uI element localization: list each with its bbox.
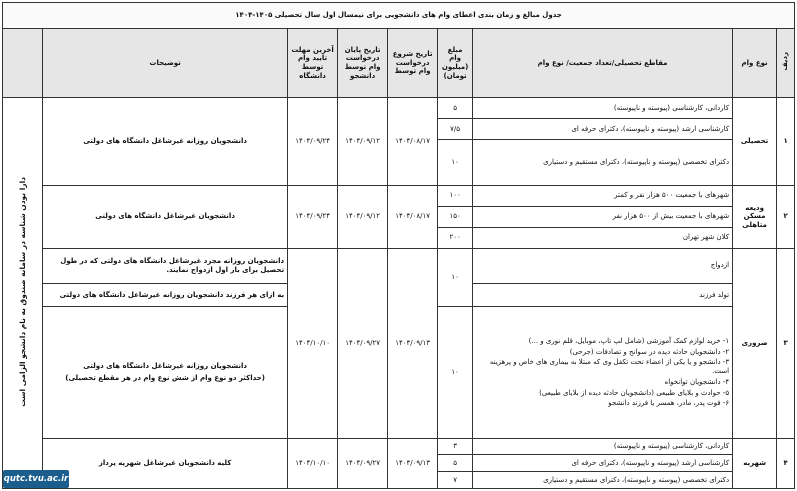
level-item: کاردانی، کارشناسی (پیوسته و ناپیوسته): [473, 438, 733, 455]
end-date: ۱۴۰۴/۰۹/۲۷: [338, 248, 388, 438]
notes-necessary-line1: دانشجویان روزانه غیرشاغل دانشگاه های دولتی: [83, 361, 247, 370]
start-date: ۱۴۰۴/۰۹/۱۳: [388, 248, 438, 438]
notes-cell: دانشجویان روزانه غیرشاغل دانشگاه های دولتی: [43, 98, 288, 186]
deadline-date: ۱۴۰۴/۱۰/۱۰: [288, 438, 338, 488]
list-item: ۴- دانشجویان توانخواه: [664, 377, 730, 386]
side-note-cell: [3, 98, 43, 489]
end-date: ۱۴۰۴/۰۹/۱۲: [338, 185, 388, 248]
notes-necessary: [43, 307, 288, 439]
header-amount: مبلغ وام (میلیون تومان): [438, 29, 473, 98]
level-item: کاردانی، کارشناسی (پیوسته و ناپیوسته): [473, 98, 733, 119]
level-item-birth: تولد فرزند: [473, 284, 733, 307]
amount-cell: ۷: [438, 472, 473, 489]
header-start-date: تاریخ شروع درخواست وام توسط: [388, 29, 438, 98]
level-item: کارشناسی ارشد (پیوسته و ناپیوسته)، دکترای حرفه ای: [473, 455, 733, 472]
notes-birth: به ازای هر فرزند دانشجویان روزانه غیرشاغل دانشگاه های دولتی: [43, 284, 288, 307]
header-row-number: ردیف: [777, 29, 795, 98]
header-loan-type: نوع وام: [733, 29, 777, 98]
level-item: شهرهای با جمعیت ۵۰۰ هزار نفر و کمتر: [473, 185, 733, 206]
start-date: ۱۴۰۴/۰۹/۱۳: [388, 438, 438, 488]
header-notes: توضیحات: [43, 29, 288, 98]
list-item: ۲- دانشجویان حادثه دیده در سوانح و تصادفات (جرحی): [569, 347, 730, 356]
header-deadline: آخرین مهلت تایید وام توسط دانشگاه: [288, 29, 338, 98]
notes-cell: کلیه دانشجویان غیرشاغل شهریه پرداز: [43, 438, 288, 488]
table-title: جدول مبالغ و زمان بندی اعطای وام های دانشجویی برای نیمسال اول سال تحصیلی ۱۴۰۵-۱۴۰۴: [3, 3, 795, 29]
loan-type: تحصیلی: [733, 98, 777, 186]
amount-cell: ۱۰: [438, 248, 473, 307]
loan-type: ودیعه مسکن متاهلی: [733, 185, 777, 248]
level-item: کارشناسی ارشد (پیوسته و ناپیوسته)، دکترای حرفه ای: [473, 118, 733, 139]
deadline-date: ۱۴۰۴/۰۹/۲۴: [288, 98, 338, 186]
deadline-date: ۱۴۰۴/۱۰/۱۰: [288, 248, 338, 438]
amount-cell: ۳: [438, 438, 473, 455]
end-date: ۱۴۰۴/۰۹/۱۲: [338, 98, 388, 186]
list-item: ۶- فوت پدر، مادر، همسر یا فرزند دانشجو: [608, 399, 730, 408]
amount-cell: ۱۰: [438, 307, 473, 439]
level-item: دکترای تخصصی (پیوسته و ناپیوسته)، دکترای مستقیم و دستیاری: [473, 472, 733, 489]
list-item: ۳- دانشجو و یا یکی از اعضاء تحت تکفل وی که مبتلا به بیماری های خاص و پرهزینه است.: [489, 358, 730, 376]
start-date: ۱۴۰۴/۰۸/۱۷: [388, 98, 438, 186]
loan-type: شهریه: [733, 438, 777, 488]
level-item: شهرهای با جمعیت بیش از ۵۰۰ هزار نفر: [473, 206, 733, 227]
start-date: ۱۴۰۴/۰۸/۱۷: [388, 185, 438, 248]
notes-necessary-line2: (حداکثر دو نوع وام از شش نوع وام در هر مقطع تحصیلی): [65, 374, 265, 383]
deadline-date: ۱۴۰۴/۰۹/۲۴: [288, 185, 338, 248]
loan-type: ضروری: [733, 248, 777, 438]
side-note-text: دارا بودن شناسه در سامانه صندوق به نام دانشجو الزامی است: [17, 176, 27, 407]
list-item: ۱- خرید لوازم کمک آموزشی (شامل لپ تاپ، موبایل، قلم نوری و ...): [528, 336, 730, 345]
level-item: کلان شهر تهران: [473, 227, 733, 248]
row-number: ۳: [777, 248, 795, 438]
header-side-note: [3, 29, 43, 98]
necessary-list: [473, 307, 733, 439]
list-item: ۵- حوادث و بلایای طبیعی (دانشجویان حادثه دیده از بلایای طبیعی): [539, 388, 730, 397]
amount-cell: ۱۰: [438, 139, 473, 185]
amount-cell: ۷/۵: [438, 118, 473, 139]
row-number: ۲: [777, 185, 795, 248]
header-end-date: تاریخ پایان درخواست وام توسط دانشجو: [338, 29, 388, 98]
loan-schedule-table: [2, 2, 795, 489]
row-number: ۱: [777, 98, 795, 186]
notes-marriage: دانشجویان روزانه مجرد غیرشاغل دانشگاه های دولتی که در طول تحصیل برای بار اول ازدواج نمایند.: [43, 248, 288, 284]
amount-cell: ۵: [438, 455, 473, 472]
level-item-marriage: ازدواج: [473, 248, 733, 284]
amount-cell: ۵: [438, 98, 473, 119]
row-number: ۴: [777, 438, 795, 488]
amount-cell: ۱۰۰: [438, 185, 473, 206]
level-item: دکترای تخصصی (پیوسته و ناپیوسته)، دکترای مستقیم و دستیاری: [473, 139, 733, 185]
amount-cell: ۱۵۰: [438, 206, 473, 227]
notes-cell: دانشجویان غیرشاغل دانشگاه های دولتی: [43, 185, 288, 248]
amount-cell: ۲۰۰: [438, 227, 473, 248]
site-watermark: qutc.tvu.ac.ir: [3, 470, 69, 488]
end-date: ۱۴۰۴/۰۹/۲۷: [338, 438, 388, 488]
header-level: مقاطع تحصیلی/تعداد جمعیت/ نوع وام: [473, 29, 733, 98]
